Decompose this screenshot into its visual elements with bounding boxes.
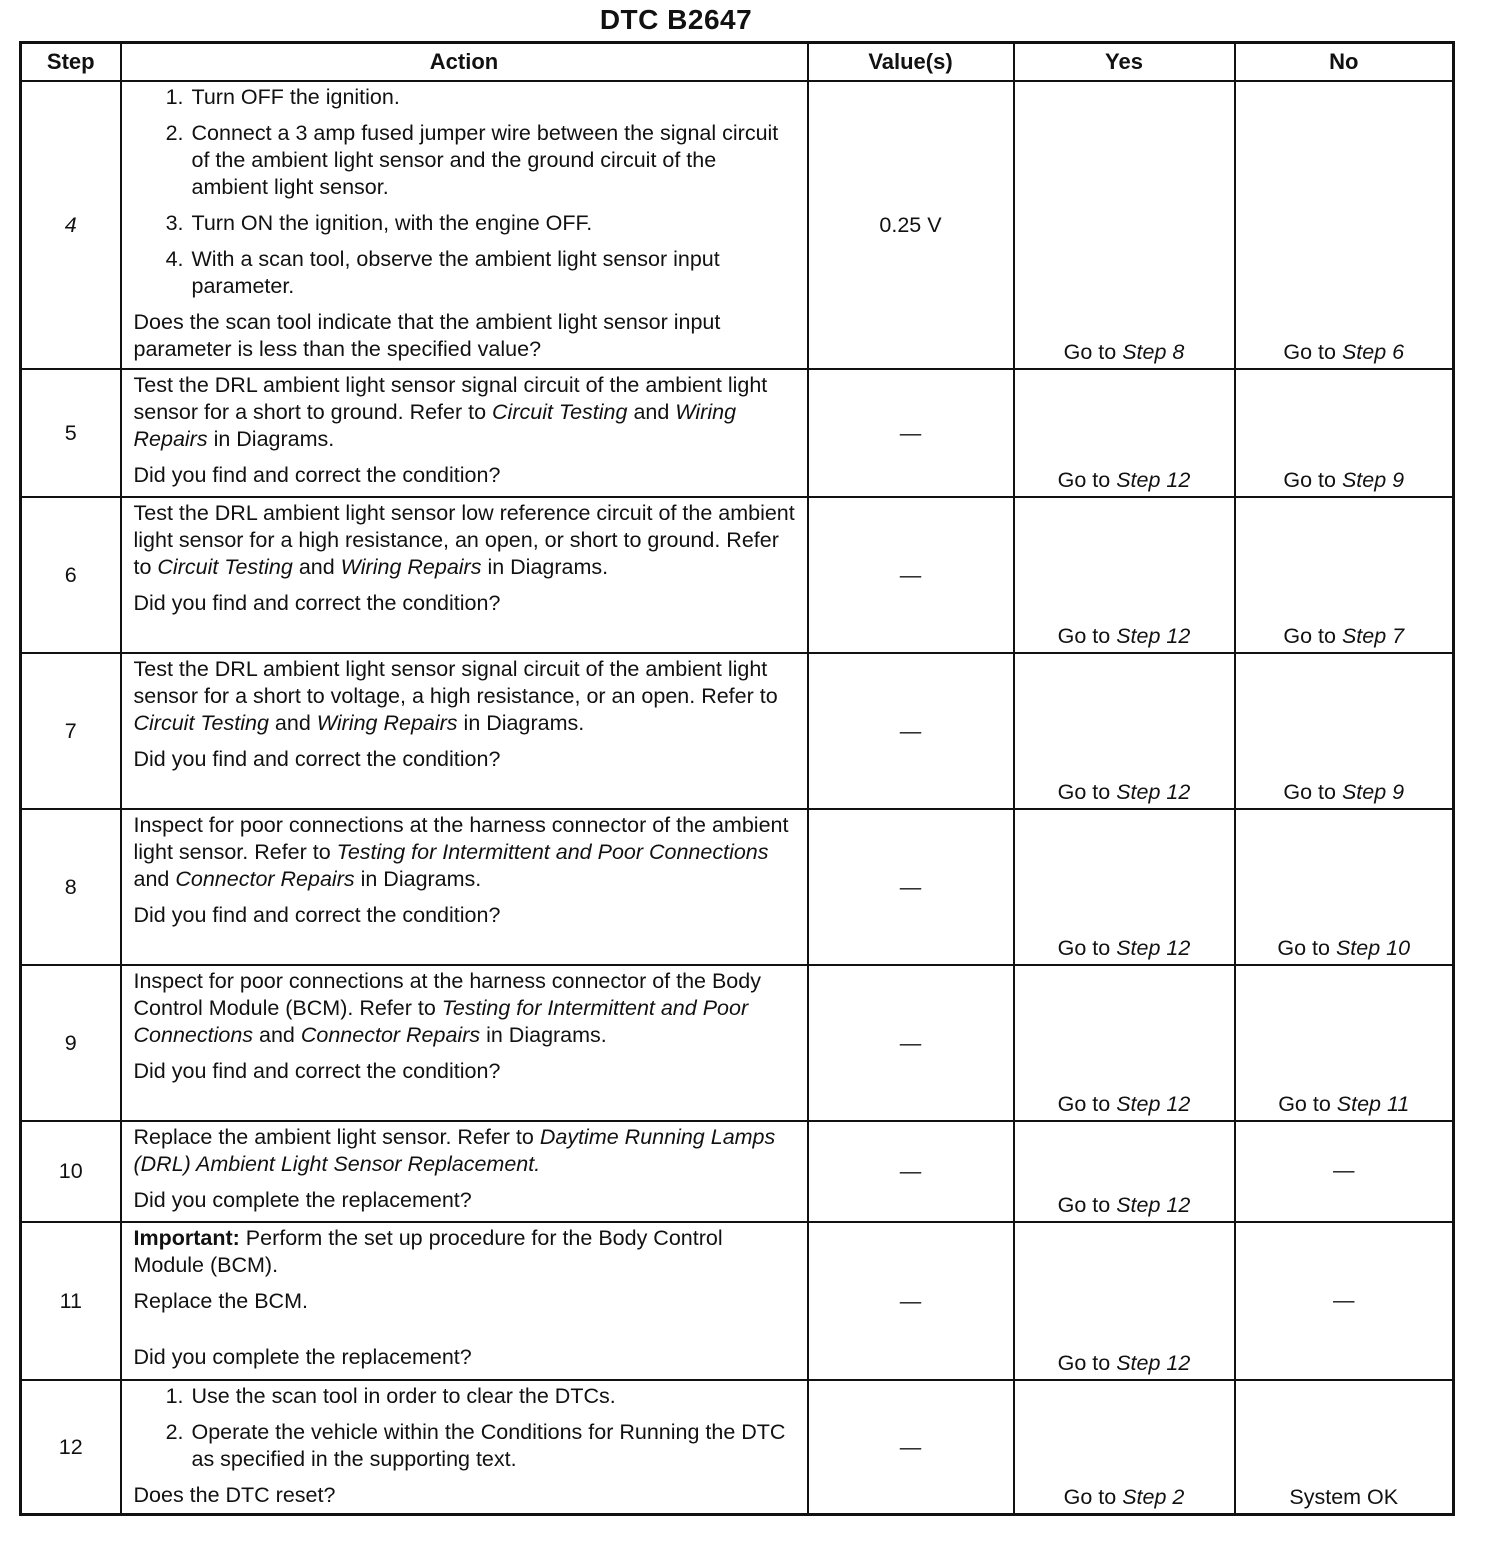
- no-cell: System OK: [1235, 1380, 1454, 1515]
- no-cell: Go to Step 7: [1235, 497, 1454, 653]
- list-item: 1. Use the scan tool in order to clear the DTCs.: [190, 1383, 799, 1410]
- step-number: 12: [21, 1380, 121, 1515]
- yes-cell: Go to Step 12: [1014, 369, 1235, 497]
- no-cell: Go to Step 9: [1235, 369, 1454, 497]
- action-cell: [121, 965, 808, 1121]
- value-cell: —: [808, 369, 1014, 497]
- action-text: Test the DRL ambient light sensor low reference circuit of the ambient light sensor for a high resistance, an open, or short to ground. Refer to Circuit Testing and Wiring Repairs in Diagrams.: [133, 501, 795, 579]
- table-row: [21, 809, 1454, 965]
- diagnostic-table: [19, 41, 1455, 1516]
- action-question: Does the scan tool indicate that the ambient light sensor input parameter is less than the specified value?: [133, 310, 721, 361]
- action-question: Did you find and correct the condition?: [133, 591, 501, 615]
- yes-cell: [1014, 81, 1235, 369]
- yes-step-link[interactable]: Step 12: [1116, 780, 1191, 804]
- header-yes: Yes: [1014, 43, 1235, 82]
- no-cell: Go to Step 10: [1235, 809, 1454, 965]
- action-text: Inspect for poor connections at the harness connector of the Body Control Module (BCM). Refer to Testing for Intermittent and Poor Connections and Connector Repairs in Diagrams.: [133, 969, 761, 1047]
- table-row: [21, 1222, 1454, 1380]
- header-step: Step: [21, 43, 121, 82]
- step-number: 8: [21, 809, 121, 965]
- value-cell: 0.25 V: [808, 81, 1014, 369]
- no-prefix: Go to: [1283, 340, 1342, 364]
- list-item: 4. With a scan tool, observe the ambient light sensor input parameter.: [190, 246, 799, 300]
- yes-step-link[interactable]: Step 2: [1122, 1485, 1185, 1509]
- action-cell: [121, 1380, 808, 1515]
- important-note: Important: Perform the set up procedure for the Body Control Module (BCM).: [133, 1226, 723, 1277]
- action-list: [134, 1383, 799, 1473]
- no-step-link[interactable]: Step 6: [1341, 340, 1405, 364]
- table-row: [21, 965, 1454, 1121]
- no-cell: —: [1235, 1222, 1454, 1380]
- action-question: Did you complete the replacement?: [133, 1188, 472, 1212]
- value-cell: —: [808, 809, 1014, 965]
- action-question: Did you find and correct the condition?: [133, 1059, 501, 1083]
- action-question: Did you find and correct the condition?: [133, 903, 501, 927]
- action-question: Did you complete the replacement?: [133, 1345, 472, 1369]
- action-text: Replace the ambient light sensor. Refer to Daytime Running Lamps (DRL) Ambient Light Sensor Replacement.: [133, 1125, 776, 1176]
- action-text: Test the DRL ambient light sensor signal circuit of the ambient light sensor for a short to voltage, a high resistance, or an open. Refer to Circuit Testing and Wiring Repairs in Diagrams.: [133, 657, 778, 735]
- action-cell: [121, 809, 808, 965]
- action-cell: [121, 653, 808, 809]
- yes-step-link[interactable]: Step 12: [1116, 1351, 1191, 1375]
- action-list: [134, 84, 799, 300]
- table-row: [21, 81, 1454, 369]
- yes-cell: Go to Step 12: [1014, 653, 1235, 809]
- header-values: Value(s): [808, 43, 1014, 82]
- no-step-link[interactable]: Step 9: [1341, 780, 1405, 804]
- page-title: DTC B2647: [599, 4, 753, 35]
- yes-cell: Go to Step 2: [1014, 1380, 1235, 1515]
- yes-cell: Go to Step 12: [1014, 965, 1235, 1121]
- value-cell: —: [808, 497, 1014, 653]
- no-cell: [1235, 81, 1454, 369]
- no-cell: Go to Step 11: [1235, 965, 1454, 1121]
- step-number: 9: [21, 965, 121, 1121]
- action-question: Did you find and correct the condition?: [133, 463, 501, 487]
- table-row: [21, 1121, 1454, 1222]
- step-number: 5: [21, 369, 121, 497]
- step-number: 10: [21, 1121, 121, 1222]
- value-cell: —: [808, 653, 1014, 809]
- action-question: Does the DTC reset?: [133, 1483, 336, 1507]
- yes-cell: Go to Step 12: [1014, 1121, 1235, 1222]
- table-row: [21, 1380, 1454, 1515]
- yes-step-link[interactable]: Step 12: [1116, 936, 1191, 960]
- step-number: 11: [21, 1222, 121, 1380]
- action-cell: [121, 369, 808, 497]
- value-cell: —: [808, 1222, 1014, 1380]
- header-no: No: [1235, 43, 1454, 82]
- list-item: 2. Connect a 3 amp fused jumper wire between the signal circuit of the ambient light sensor and the ground circuit of the ambient light sensor.: [190, 120, 799, 201]
- yes-cell: Go to Step 12: [1014, 497, 1235, 653]
- header-row: [21, 43, 1454, 82]
- value-cell: —: [808, 1380, 1014, 1515]
- important-label: Important:: [133, 1226, 240, 1250]
- list-item: 1. Turn OFF the ignition.: [190, 84, 799, 111]
- action-cell: [121, 81, 808, 369]
- yes-step-link[interactable]: Step 12: [1116, 1092, 1191, 1116]
- step-number: 6: [21, 497, 121, 653]
- action-question: Did you find and correct the condition?: [133, 747, 501, 771]
- table-row: [21, 497, 1454, 653]
- yes-cell: Go to Step 12: [1014, 809, 1235, 965]
- yes-step-link[interactable]: Step 12: [1116, 1193, 1191, 1217]
- yes-cell: Go to Step 12: [1014, 1222, 1235, 1380]
- yes-step-link[interactable]: Step 12: [1116, 624, 1191, 648]
- no-step-link[interactable]: Step 7: [1341, 624, 1405, 648]
- action-text: Test the DRL ambient light sensor signal circuit of the ambient light sensor for a short to ground. Refer to Circuit Testing and Wiring Repairs in Diagrams.: [133, 373, 768, 451]
- list-item: 3. Turn ON the ignition, with the engine OFF.: [190, 210, 799, 237]
- table-row: [21, 653, 1454, 809]
- yes-step-link[interactable]: Step 8: [1122, 340, 1185, 364]
- no-step-link[interactable]: Step 9: [1341, 468, 1405, 492]
- action-cell: [121, 497, 808, 653]
- value-cell: —: [808, 1121, 1014, 1222]
- value-cell: —: [808, 965, 1014, 1121]
- table-row: [21, 369, 1454, 497]
- yes-step-link[interactable]: Step 12: [1116, 468, 1191, 492]
- header-action: Action: [121, 43, 808, 82]
- step-number: 4: [21, 81, 121, 369]
- step-number: 7: [21, 653, 121, 809]
- list-item: 2. Operate the vehicle within the Conditions for Running the DTC as specified in the supporting text.: [190, 1419, 799, 1473]
- action-text: Replace the BCM.: [133, 1289, 308, 1313]
- no-step-link[interactable]: Step 10: [1335, 936, 1411, 960]
- no-step-link[interactable]: Step 11: [1336, 1092, 1410, 1116]
- action-cell: [121, 1121, 808, 1222]
- action-text: Inspect for poor connections at the harness connector of the ambient light sensor. Refer to Testing for Intermittent and Poor Connections and Connector Repairs in Diagrams.: [133, 813, 789, 891]
- no-cell: Go to Step 9: [1235, 653, 1454, 809]
- yes-prefix: Go to: [1063, 340, 1123, 364]
- no-cell: —: [1235, 1121, 1454, 1222]
- action-cell: [121, 1222, 808, 1380]
